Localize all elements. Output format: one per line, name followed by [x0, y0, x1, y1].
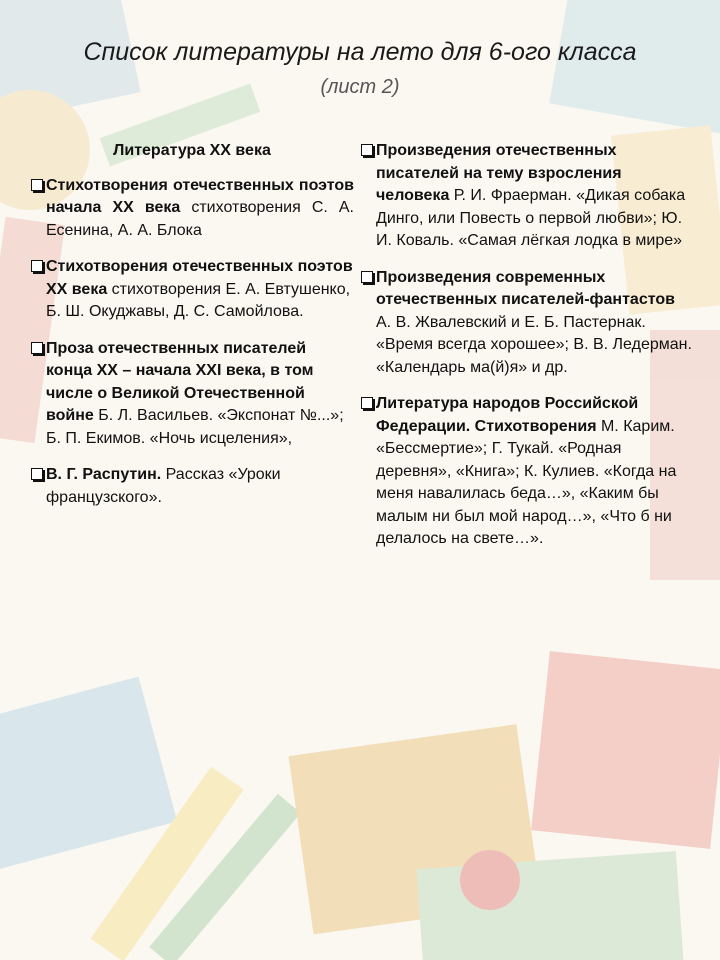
list-item: [30, 338, 354, 451]
left-column: [30, 140, 354, 523]
checkbox-bullet-icon: [361, 144, 373, 156]
list-item: [30, 256, 354, 324]
item-text: Рассказ «Уроки французского».: [46, 466, 281, 506]
list-item: [30, 175, 354, 243]
item-text: Б. Л. Васильев. «Экспонат №...»; Б. П. Екимов. «Ночь исцеления»,: [46, 407, 344, 447]
item-title: Стихотворения отечественных поэтов XX века: [46, 258, 353, 298]
item-text: А. В. Жвалевский и Е. Б. Пастернак. «Время всегда хорошее»; В. В. Ледерман. «Календарь ма(й)я» и др.: [376, 313, 692, 376]
list-item: [360, 393, 694, 551]
checkbox-bullet-icon: [31, 260, 43, 272]
section-heading: Литература XX века: [113, 142, 271, 159]
item-title: Стихотворения отечественных поэтов начала XX века: [46, 176, 354, 216]
item-title: Проза отечественных писателей конца XX – начала XXI века, в том числе о Великой Отечественной войне: [46, 339, 314, 424]
item-title: В. Г. Распутин.: [46, 466, 162, 483]
item-title: Произведения современных отечественных писателей-фантастов: [376, 268, 675, 308]
item-text: стихотворения Е. А. Евтушенко, Б. Ш. Окуджавы, Д. С. Самойлова.: [46, 280, 351, 320]
item-text: стихотворения С. А. Есенина, А. А. Блока: [46, 199, 354, 239]
page-subtitle: (лист 2): [320, 76, 400, 98]
right-column: [360, 140, 694, 565]
item-title: Литература народов Российской Федерации. Стихотворения: [376, 395, 639, 435]
item-text: М. Карим. «Бессмертие»; Г. Тукай. «Родная деревня», «Книга»; К. Кулиев. «Когда на меня навалилась беда…», «Каким бы малым ни был мой народ…», «Что б ни делалось на свете…».: [376, 417, 677, 547]
checkbox-bullet-icon: [31, 468, 43, 480]
list-item: [360, 267, 694, 380]
checkbox-bullet-icon: [361, 271, 373, 283]
list-item: [360, 140, 694, 253]
checkbox-bullet-icon: [361, 397, 373, 409]
checkbox-bullet-icon: [31, 179, 43, 191]
page-title: Список литературы на лето для 6-ого класса: [83, 38, 637, 66]
item-text: Р. И. Фраерман. «Дикая собака Динго, или Повесть о первой любви»; Ю. И. Коваль. «Самая лёгкая лодка в мире»: [376, 187, 686, 249]
checkbox-bullet-icon: [31, 342, 43, 354]
list-item: [30, 464, 354, 509]
item-title: Произведения отечественных писателей на тему взросления человека: [376, 142, 622, 204]
